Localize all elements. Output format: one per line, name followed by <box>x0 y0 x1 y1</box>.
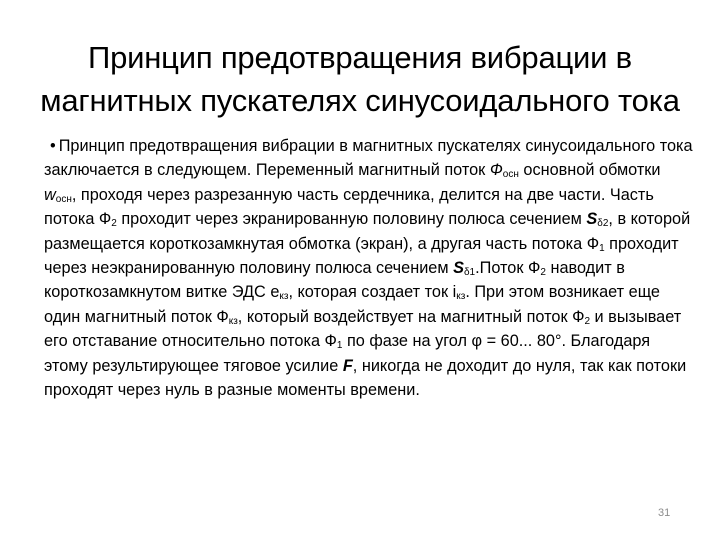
body-text: . При этом возникает еще один магнитный поток Ф <box>44 283 660 326</box>
flux-symbol: Ф <box>489 161 503 180</box>
force-symbol: F <box>342 356 353 375</box>
slide-title <box>20 36 700 122</box>
body-text: , который воздействует на магнитный поток Ф <box>237 307 585 326</box>
subscript: 1 <box>599 242 605 254</box>
page-number: 31 <box>658 507 671 519</box>
body-text: , которая создает ток i <box>288 283 457 302</box>
bullet-marker: • <box>50 137 56 155</box>
body-text: , проходя через разрезанную часть сердечника, делится на две части. Часть потока Ф <box>44 185 654 229</box>
body-text: и вызывает его отставание относительно потока Ф <box>44 307 682 351</box>
subscript: δ2 <box>597 218 609 230</box>
body-text: наводит в короткозамкнутом витке ЭДС е <box>44 259 625 302</box>
body-text: Принцип предотвращения вибрации в магнитных пускателях синусоидального тока заключается в следующем. Переменный магнитный поток <box>44 137 693 180</box>
title-line-1: Принцип предотвращения вибрации в <box>88 40 632 75</box>
subscript: δ1 <box>463 267 476 279</box>
subscript: 2 <box>111 218 117 230</box>
subscript: кз <box>228 315 238 327</box>
section-symbol: S <box>453 259 464 278</box>
body-text: проходит через неэкранированную половину полюса сечением <box>44 234 679 278</box>
body-paragraph <box>44 134 696 402</box>
winding-symbol: w <box>44 185 56 204</box>
subscript: осн <box>55 193 72 205</box>
subscript: 2 <box>584 315 591 327</box>
title-line-2: магнитных пускателях синусоидального тока <box>40 83 680 118</box>
subscript: кз <box>279 291 289 303</box>
section-symbol: S <box>586 210 598 229</box>
body-text: , в которой размещается короткозамкнутая обмотка (экран), а другая часть потока Ф <box>44 210 691 253</box>
body-text: проходит через экранированную половину полюса сечением <box>116 210 587 229</box>
subscript: 1 <box>336 340 343 352</box>
subscript: осн <box>502 169 519 181</box>
subscript: кз <box>456 291 466 303</box>
body-text: по фазе на угол φ = 60... 80°. Благодаря этому результирующее тяговое усилие <box>44 332 651 375</box>
body-text: основной обмотки <box>518 161 661 180</box>
body-text: , никогда не доходит до нуля, так как потоки проходят через нуль в разные моменты времени. <box>44 356 687 400</box>
subscript: 2 <box>540 267 546 279</box>
body-text: .Поток Ф <box>475 259 541 278</box>
